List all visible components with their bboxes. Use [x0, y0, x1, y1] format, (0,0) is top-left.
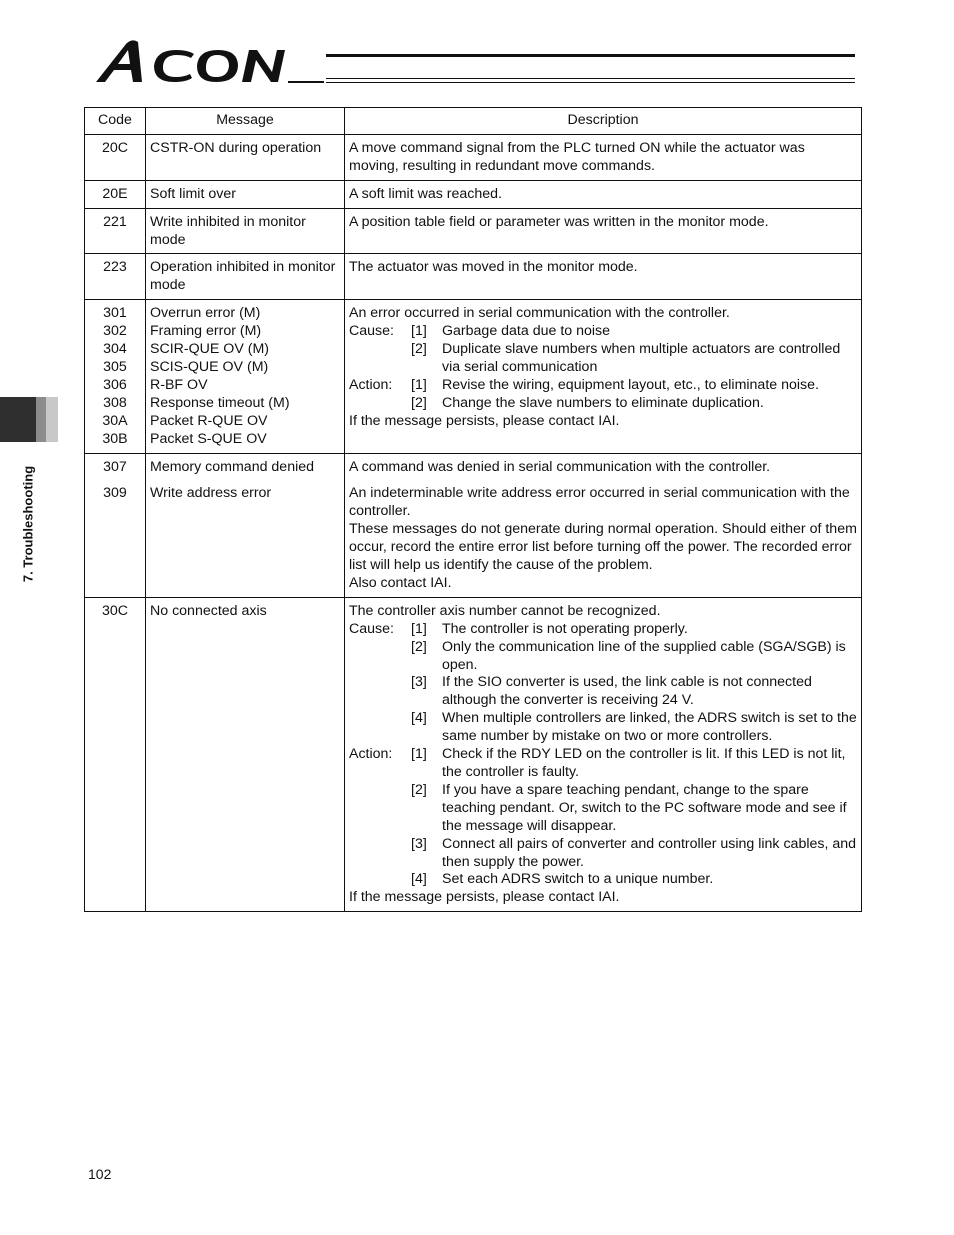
item-number: [1]	[411, 746, 427, 763]
table-row	[85, 208, 862, 254]
description-text: A command was denied in serial communication with the controller.	[349, 458, 771, 475]
item-number: [1]	[411, 323, 427, 340]
cause-action-item	[349, 710, 857, 746]
error-code-cell	[85, 300, 146, 453]
cause-action-item	[349, 621, 857, 639]
error-message: Packet S-QUE OV	[150, 430, 267, 447]
error-message: Soft limit over	[150, 185, 236, 202]
error-code: 309	[103, 485, 127, 502]
error-code: 30C	[101, 602, 129, 619]
item-text: If the SIO converter is used, the link cable is not connected although the converter is receiving 24 V.	[442, 674, 812, 709]
error-code: 308	[103, 394, 127, 411]
error-code: 221	[103, 213, 127, 230]
error-code: 301	[103, 305, 127, 322]
error-message: Response timeout (M)	[150, 394, 290, 411]
error-code: 30A	[102, 412, 128, 429]
error-code: 302	[103, 323, 127, 340]
error-message: R-BF OV	[150, 376, 208, 393]
item-label	[349, 871, 411, 889]
error-message	[150, 476, 340, 485]
error-description-cell	[345, 208, 862, 254]
error-message-cell	[146, 453, 345, 597]
error-code: 305	[103, 358, 127, 375]
description-text: An error occurred in serial communication with the controller.	[349, 305, 730, 322]
item-text: Garbage data due to noise	[442, 323, 611, 340]
item-number: [2]	[411, 781, 427, 798]
cause-action-item	[349, 782, 857, 836]
table-row	[85, 300, 862, 453]
error-code-cell	[85, 208, 146, 254]
description-text: Also contact IAI.	[349, 574, 452, 591]
item-number: [2]	[411, 638, 427, 655]
error-code: 306	[103, 376, 127, 393]
header-rule	[326, 78, 855, 79]
error-code: 20C	[101, 139, 129, 156]
error-message-cell	[146, 300, 345, 453]
description-text: If the message persists, please contact IAI.	[349, 412, 620, 429]
error-code: 30B	[102, 430, 128, 447]
cause-action-item	[349, 674, 857, 710]
item-label: Cause:	[349, 323, 394, 340]
item-text: Revise the wiring, equipment layout, etc., to eliminate noise.	[442, 376, 819, 393]
error-message: CSTR-ON during operation	[150, 139, 322, 156]
description-text: These messages do not generate during normal operation. Should either of them occur, record the entire error list before turning off the power. The recorded error list will help us identify the cause of the problem.	[349, 521, 857, 574]
description-text: The actuator was moved in the monitor mode.	[349, 259, 638, 276]
error-code: 304	[103, 341, 127, 358]
cause-action-item	[349, 746, 857, 782]
error-description-cell	[345, 254, 862, 300]
table-row	[85, 597, 862, 911]
item-label: Cause:	[349, 620, 394, 637]
table-row	[85, 254, 862, 300]
error-code	[89, 476, 141, 485]
error-description-cell	[345, 300, 862, 453]
error-code-cell	[85, 180, 146, 208]
description-text: A position table field or parameter was written in the monitor mode.	[349, 213, 769, 230]
cause-action-item	[349, 836, 857, 872]
error-message: Overrun error (M)	[150, 305, 261, 322]
error-message: Operation inhibited in monitor mode	[150, 259, 336, 294]
description-text: A soft limit was reached.	[349, 185, 502, 202]
error-description-cell	[345, 597, 862, 911]
table-row	[85, 453, 862, 597]
description-text: A move command signal from the PLC turned ON while the actuator was moving, resulting in redundant move commands.	[349, 139, 805, 174]
error-code-cell	[85, 134, 146, 180]
item-number: [1]	[411, 376, 427, 393]
error-description-cell	[345, 134, 862, 180]
item-label	[349, 395, 411, 413]
description-text: The controller axis number cannot be recognized.	[349, 602, 661, 619]
item-number: [4]	[411, 710, 427, 727]
cause-action-item	[349, 377, 857, 395]
page-number: 102	[88, 1166, 112, 1182]
item-text: When multiple controllers are linked, the ADRS switch is set to the same number by mistake on two or more controllers.	[442, 710, 857, 745]
error-code: 20E	[102, 185, 128, 202]
item-text: Connect all pairs of converter and controller using link cables, and then supply the power.	[442, 835, 857, 870]
header-message: Message	[146, 108, 345, 135]
error-code-table	[84, 107, 862, 912]
error-code: 307	[103, 458, 127, 475]
error-message-cell	[146, 597, 345, 911]
header-description: Description	[345, 108, 862, 135]
error-message: Memory command denied	[150, 458, 315, 475]
item-text: The controller is not operating properly.	[442, 620, 688, 637]
error-code: 223	[103, 259, 127, 276]
error-message-cell	[146, 134, 345, 180]
error-description-cell	[345, 453, 862, 597]
error-code-cell	[85, 453, 146, 597]
table-header-row	[85, 108, 862, 135]
error-code-cell	[85, 597, 146, 911]
error-description-cell	[345, 180, 862, 208]
item-label	[349, 341, 411, 377]
item-label	[349, 674, 411, 710]
error-message: Write inhibited in monitor mode	[150, 213, 306, 248]
item-text: Set each ADRS switch to a unique number.	[442, 871, 714, 888]
item-label	[349, 710, 411, 746]
description-text: If the message persists, please contact IAI.	[349, 889, 620, 906]
error-message: SCIS-QUE OV (M)	[150, 358, 269, 375]
acon-logo	[92, 38, 332, 86]
error-message-cell	[146, 180, 345, 208]
item-text: If you have a spare teaching pendant, change to the spare teaching pendant. Or, switch to the PC software mode and see if the message will disappear.	[442, 781, 847, 834]
item-number: [2]	[411, 394, 427, 411]
error-message: No connected axis	[150, 602, 267, 619]
item-label: Action:	[349, 746, 393, 763]
error-message-cell	[146, 208, 345, 254]
cause-action-item	[349, 323, 857, 341]
item-number: [2]	[411, 341, 427, 358]
cause-action-item	[349, 395, 857, 413]
item-text: Change the slave numbers to eliminate duplication.	[442, 394, 764, 411]
item-label: Action:	[349, 376, 393, 393]
error-message: Framing error (M)	[150, 323, 262, 340]
item-number: [3]	[411, 674, 427, 691]
error-code-cell	[85, 254, 146, 300]
error-message-cell	[146, 254, 345, 300]
error-message: SCIR-QUE OV (M)	[150, 341, 270, 358]
table-row	[85, 134, 862, 180]
item-text: Check if the RDY LED on the controller is lit. If this LED is not lit, the controller is faulty.	[442, 746, 846, 780]
header-code: Code	[85, 108, 146, 135]
description-text: An indeterminable write address error occurred in serial communication with the controller.	[349, 485, 850, 520]
error-message: Write address error	[150, 485, 272, 502]
item-text: Only the communication line of the supplied cable (SGA/SGB) is open.	[442, 638, 846, 673]
item-number: [4]	[411, 871, 427, 888]
item-number: [1]	[411, 620, 427, 637]
cause-action-item	[349, 871, 857, 889]
item-text: Duplicate slave numbers when multiple actuators are controlled via serial communication	[442, 341, 841, 375]
header-rule	[326, 54, 855, 57]
header-rule	[326, 82, 855, 83]
table-body	[85, 134, 862, 911]
cause-action-item	[349, 639, 857, 675]
item-label	[349, 639, 411, 675]
item-number: [3]	[411, 835, 427, 852]
spacer	[349, 476, 857, 485]
cause-action-item	[349, 341, 857, 377]
table-row	[85, 180, 862, 208]
item-label	[349, 836, 411, 872]
chapter-label: 7. Troubleshooting	[20, 465, 36, 583]
item-label	[349, 782, 411, 836]
chapter-tab	[0, 397, 58, 442]
error-message: Packet R-QUE OV	[150, 412, 268, 429]
